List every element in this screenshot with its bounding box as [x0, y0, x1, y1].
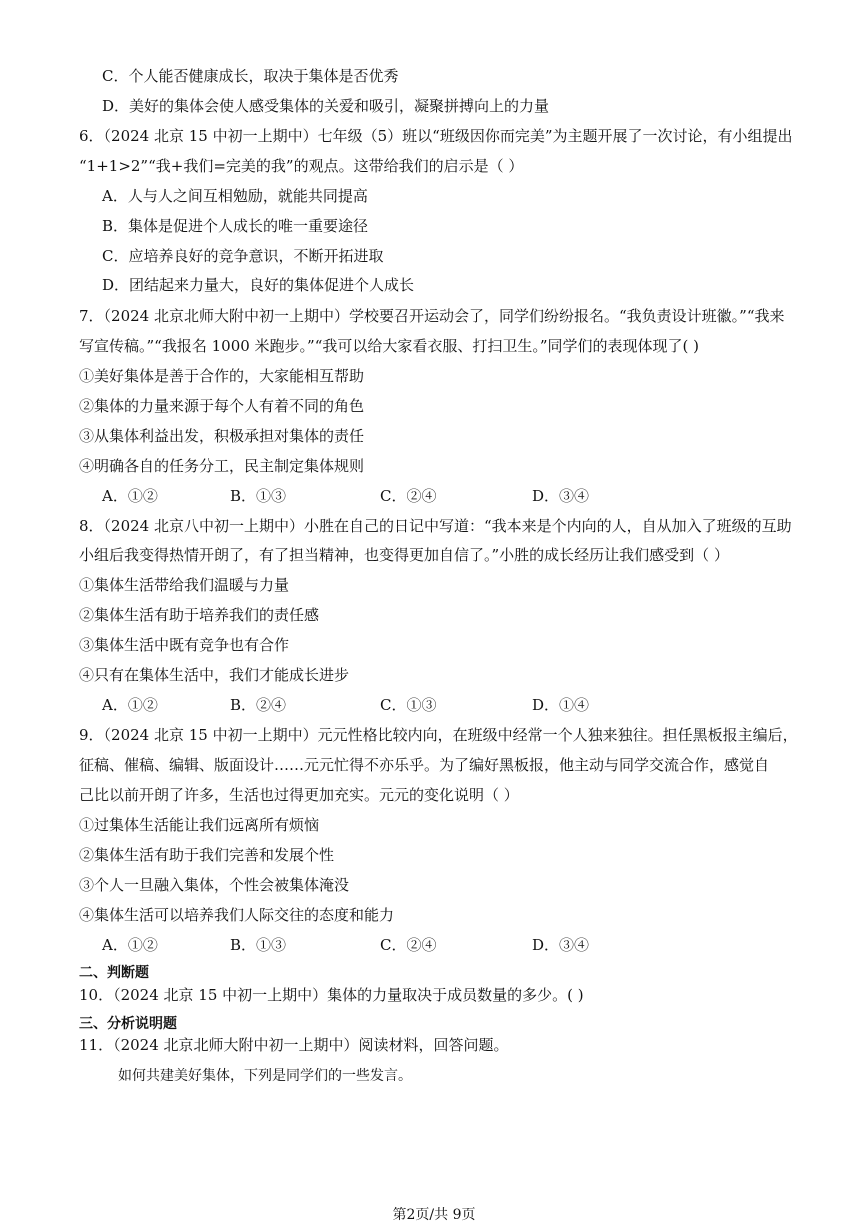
- question-10: 10．（2024 北京 15 中初一上期中）集体的力量取决于成员数量的多少。( ): [79, 986, 584, 1004]
- option-d: D．美好的集体会使人感受集体的关爱和吸引，凝聚拼搏向上的力量: [102, 97, 550, 115]
- statement-1: ①集体生活带给我们温暖与力量: [79, 576, 290, 594]
- option-a: A．①②: [102, 696, 158, 714]
- option-c: C．②④: [380, 936, 437, 954]
- statement-3: ③个人一旦融入集体，个性会被集体淹没: [79, 876, 350, 894]
- answer-options: [102, 486, 662, 506]
- option-b: B．②④: [230, 696, 287, 714]
- statement-1: ①美好集体是善于合作的，大家能相互帮助: [79, 367, 365, 385]
- statement-3: ③从集体利益出发，积极承担对集体的责任: [79, 427, 365, 445]
- statement-4: ④只有在集体生活中，我们才能成长进步: [79, 666, 350, 684]
- material-text: 如何共建美好集体，下列是同学们的一些发言。: [118, 1068, 412, 1084]
- option-c: C．①③: [380, 696, 437, 714]
- option-d: D．③④: [532, 936, 590, 954]
- section-title: 二、判断题: [79, 965, 149, 981]
- answer-options: [102, 695, 662, 715]
- page-number: 第2页/共 9页: [392, 1207, 476, 1223]
- option-a: A．①②: [102, 487, 158, 505]
- question-stem-line: 写宣传稿。”“我报名 1000 米跑步。”“我可以给大家看衣服、打扫卫生。”同学们的表现体现了( ): [79, 337, 700, 355]
- statement-4: ④集体生活可以培养我们人际交往的态度和能力: [79, 906, 395, 924]
- option-b: B．①③: [230, 487, 287, 505]
- statement-2: ②集体生活有助于我们完善和发展个性: [79, 846, 335, 864]
- option-d: D．团结起来力量大，良好的集体促进个人成长: [102, 276, 415, 294]
- statement-4: ④明确各自的任务分工，民主制定集体规则: [79, 457, 365, 475]
- option-b: B．集体是促进个人成长的唯一重要途径: [102, 217, 369, 235]
- statement-1: ①过集体生活能让我们远离所有烦恼: [79, 816, 320, 834]
- option-a: A．人与人之间互相勉励，就能共同提高: [102, 187, 368, 205]
- question-stem-line: 6．（2024 北京 15 中初一上期中）七年级（5）班以“班级因你而完美”为主题开展了一次讨论，有小组提出: [79, 127, 793, 145]
- statement-2: ②集体生活有助于培养我们的责任感: [79, 606, 320, 624]
- question-stem-line: 己比以前开朗了许多，生活也过得更加充实。元元的变化说明（ ）: [79, 786, 519, 804]
- question-11: 11．（2024 北京北师大附中初一上期中）阅读材料，回答问题。: [79, 1036, 509, 1054]
- option-c: C．②④: [380, 487, 437, 505]
- option-d: D．③④: [532, 487, 590, 505]
- option-d: D．①④: [532, 696, 590, 714]
- statement-2: ②集体的力量来源于每个人有着不同的角色: [79, 397, 365, 415]
- question-stem-line: 8．（2024 北京八中初一上期中）小胜在自己的日记中写道：“我本来是个内向的人，自从加入了班级的互助: [79, 517, 792, 535]
- section-title: 三、分析说明题: [79, 1016, 177, 1032]
- answer-options: [102, 935, 662, 955]
- option-c: C．应培养良好的竞争意识，不断开拓进取: [102, 247, 384, 265]
- question-stem-line: 7．（2024 北京北师大附中初一上期中）学校要召开运动会了，同学们纷纷报名。“我负责设计班徽。”“我来: [79, 307, 785, 325]
- question-stem-line: 小组后我变得热情开朗了，有了担当精神，也变得更加自信了。”小胜的成长经历让我们感受到（ ）: [79, 546, 729, 564]
- statement-3: ③集体生活中既有竞争也有合作: [79, 636, 290, 654]
- question-stem-line: 征稿、催稿、编辑、版面设计……元元忙得不亦乐乎。为了编好黑板报，他主动与同学交流合作，感觉自: [79, 756, 770, 774]
- question-stem-line: 9．（2024 北京 15 中初一上期中）元元性格比较内向，在班级中经常一个人独来独往。担任黑板报主编后，: [79, 726, 798, 744]
- option-b: B．①③: [230, 936, 287, 954]
- option-a: A．①②: [102, 936, 158, 954]
- option-c: C．个人能否健康成长，取决于集体是否优秀: [102, 67, 399, 85]
- question-stem-line: “1+1>2”“我+我们=完美的我”的观点。这带给我们的启示是（ ）: [79, 157, 524, 175]
